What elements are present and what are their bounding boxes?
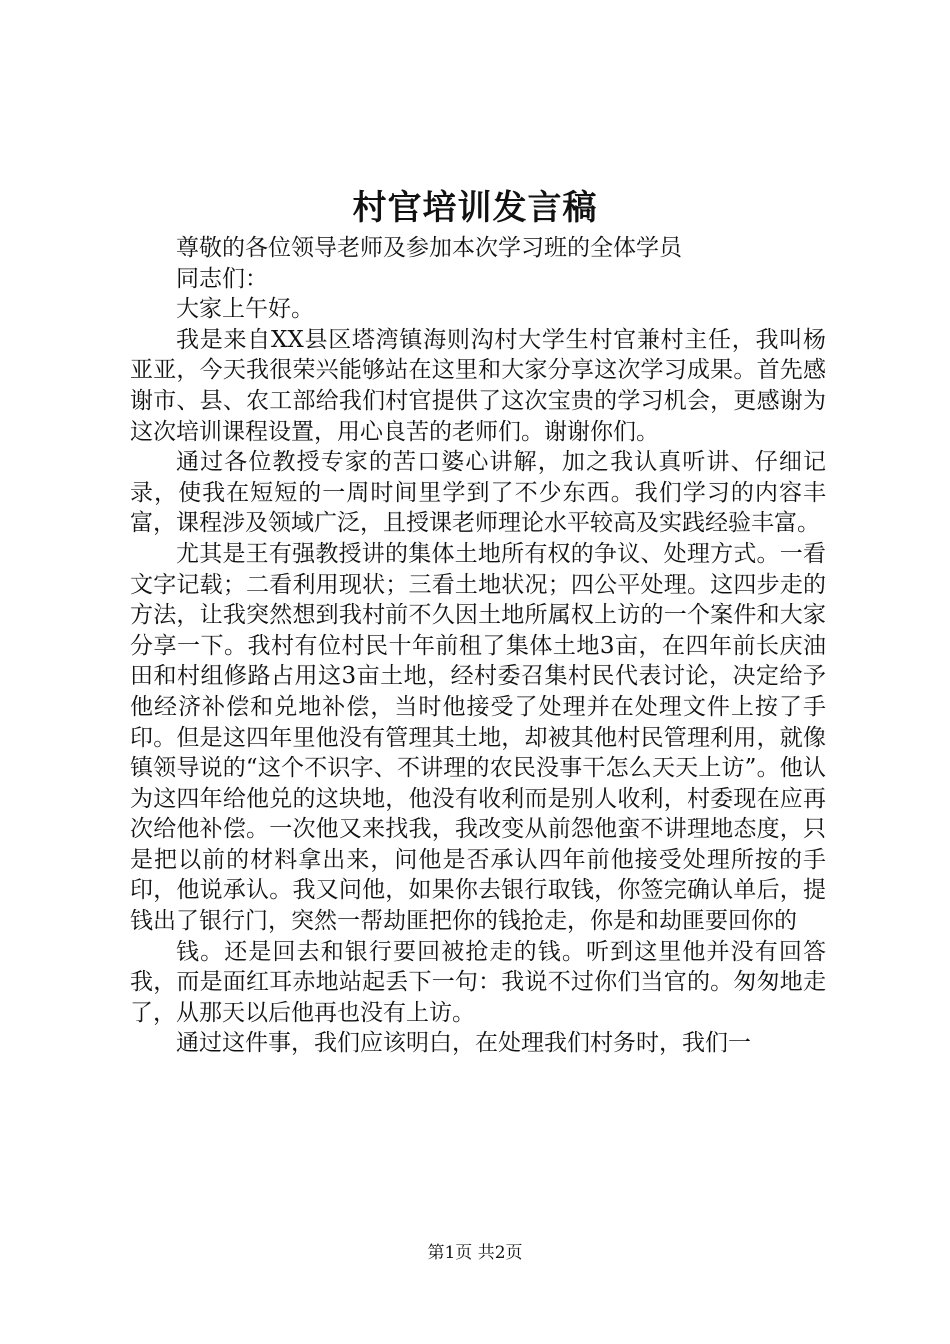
document-body <box>130 233 826 1059</box>
paragraph-conclusion: 通过这件事，我们应该明白，在处理我们村务时，我们一 <box>176 1030 751 1057</box>
salutation-line: 尊敬的各位领导老师及参加本次学习班的全体学员 <box>176 235 682 261</box>
document-title: 村官培训发言稿 <box>352 188 598 228</box>
page-number-footer: 第1页 共2页 <box>427 1243 523 1263</box>
salutation-comrades: 同志们： <box>176 265 268 292</box>
paragraph-case: 尤其是王有强教授讲的集体土地所有权的争议、处理方式。一看文字记载；二看利用现状；三看土地状况；四公平处理。这四步走的方法，让我突然想到我村前不久因土地所属权上访的一个案件和大家分享一下。我村有位村民十年前租了集体土地3亩，在四年前长庆油田和村组修路占用这3亩土地，经村委召集村民代表讨论，决定给予他经济补偿和兑地补偿，当时他接受了处理并在处理文件上按了手印。但是这四年里他没有管理其土地，却被其他村民管理利用，就像镇领导说的“这个不识字、不讲理的农民没事干怎么天天上访”。他认为这四年给他兑的这块地，他没有收利而是别人收利，村委现在应再次给他补偿。一次他又来找我，我改变从前怨他蛮不讲理地态度，只是把以前的材料拿出来，问他是否承认四年前他接受处理所按的手印，他说承认。我又问他，如果你去银行取钱，你签完确认单后，提钱出了银行门，突然一帮劫匪把你的钱抢走，你是和劫匪要回你的 <box>130 540 826 935</box>
paragraph-intro: 我是来自XX县区塔湾镇海则沟村大学生村官兼村主任，我叫杨亚亚，今天我很荣兴能够站在这里和大家分享这次学习成果。首先感谢市、县、农工部给我们村官提供了这次宝贵的学习机会，更感谢为这次培训课程设置，用心良苦的老师们。谢谢你们。 <box>130 326 826 445</box>
greeting-line: 大家上午好。 <box>176 296 314 323</box>
paragraph-case-continued: 钱。还是回去和银行要回被抢走的钱。听到这里他并没有回答我，而是面红耳赤地站起丢下一句：我说不过你们当官的。匆匆地走了，从那天以后他再也没有上访。 <box>130 938 826 1026</box>
paragraph-learning: 通过各位教授专家的苦口婆心讲解，加之我认真听讲、仔细记录，使我在短短的一周时间里学到了不少东西。我们学习的内容丰富，课程涉及领域广泛，且授课老师理论水平较高及实践经验丰富。 <box>130 449 826 537</box>
